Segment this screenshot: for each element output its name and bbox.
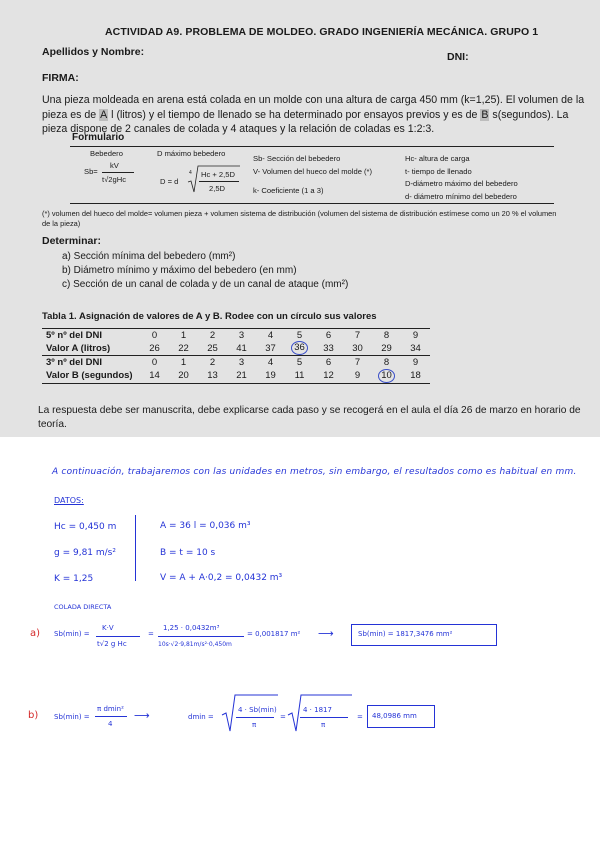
- part-a-frac2-num: 1,25 · 0,0432m³: [163, 624, 220, 632]
- determinar-title: Determinar:: [42, 235, 101, 247]
- table-row: Valor A (litros) 26 22 25 41 37 36 33 30 29 34: [42, 341, 430, 356]
- part-a-result: = 0,001817 m²: [247, 630, 301, 638]
- arrow-icon: ⟶: [318, 627, 334, 640]
- datos-heading: DATOS:: [54, 496, 84, 505]
- part-b-answer: 48,0986 mm: [372, 712, 417, 720]
- page-title: ACTIVIDAD A9. PROBLEMA DE MOLDEO. GRADO INGENIERÍA MECÁNICA. GRUPO 1: [105, 26, 539, 38]
- part-b-dmin: dmin =: [188, 713, 214, 721]
- datos-b: B = t = 10 s: [160, 548, 216, 558]
- part-b-frac-num: π dmin²: [97, 705, 124, 713]
- datos-k: K = 1,25: [54, 574, 94, 584]
- part-a-lhs: Sb(min) =: [54, 630, 90, 638]
- datos-v: V = A + A·0,2 = 0,0432 m³: [160, 573, 283, 583]
- sb-formula-den: t√2gHc: [102, 175, 127, 184]
- sb-formula-lhs: Sb=: [84, 167, 98, 176]
- datos-a: A = 36 l = 0,036 m³: [160, 521, 251, 531]
- part-a-frac1-num: K·V: [102, 624, 114, 632]
- table-row: 5º nº del DNI 0 1 2 3 4 5 6 7 8 9: [42, 329, 430, 342]
- sb-formula-num: kV: [110, 161, 119, 170]
- formulario-title: Formulario: [72, 132, 125, 143]
- colada-heading: COLADA DIRECTA: [54, 603, 112, 611]
- d-formula-num: Hc + 2,5D: [201, 170, 235, 179]
- determinar-list: [62, 250, 348, 292]
- dni-label: DNI:: [447, 51, 469, 63]
- value-a-marker: A: [100, 108, 108, 121]
- table-row: 3º nº del DNI 0 1 2 3 4 5 6 7 8 9: [46, 356, 419, 368]
- list-item: b) Diámetro mínimo y máximo del bebedero (en mm): [62, 265, 297, 276]
- datos-hc: Hc = 0,450 m: [54, 522, 117, 532]
- list-item: c) Sección de un canal de colada y de un canal de ataque (mm²): [62, 279, 349, 290]
- part-b-label: b): [28, 710, 39, 721]
- definitions-middle: Sb- Sección del bebedero V- Volumen del hueco del molde (*) k- Coeficiente (1 a 3): [253, 154, 373, 195]
- name-label: Apellidos y Nombre:: [42, 46, 145, 58]
- d-formula-den: 2,5D: [209, 184, 226, 193]
- d-formula-root-index: 4: [189, 170, 192, 176]
- solution-intro: A continuación, trabajaremos con las unidades en metros, sin embargo, el resultados como es habitual en mm.: [52, 467, 577, 477]
- list-item: a) Sección mínima del bebedero (mm²): [62, 251, 236, 262]
- value-b-marker: B: [481, 108, 489, 121]
- table-title: Tabla 1. Asignación de valores de A y B. Rodee con un círculo sus valores: [42, 311, 377, 322]
- assignment-table: [42, 328, 430, 384]
- datos-g: g = 9,81 m/s²: [54, 548, 116, 558]
- formulario-note: (*) volumen del hueco del molde= volumen pieza + volumen sistema de distribución (volumen del sistema de distribución estímese como un 20 % el volumen de la pieza): [42, 209, 557, 228]
- selected-b-circle: 10: [378, 369, 395, 383]
- part-b-lhs: Sb(min) =: [54, 713, 90, 721]
- part-b-frac-den: 4: [108, 720, 113, 728]
- dmax-heading: D máximo bebedero: [157, 149, 226, 158]
- bebedero-heading: Bebedero: [90, 149, 123, 158]
- selected-a-circle: 36: [291, 341, 308, 355]
- part-a-label: a): [30, 628, 41, 639]
- part-b-root2-num: 4 · 1817: [303, 706, 332, 714]
- part-a-frac1-den: t√2 g Hc: [97, 640, 127, 648]
- arrow-icon: ⟶: [134, 709, 150, 722]
- formulario-rule-bottom: [70, 203, 554, 204]
- footer-instructions: La respuesta debe ser manuscrita, debe explicarse cada paso y se recogerá en el aula el día 26 de marzo en horario de teoría.: [38, 405, 581, 430]
- d-formula-lhs: D = d: [160, 177, 179, 186]
- part-b-root2-den: π: [321, 721, 326, 729]
- datos-divider: [135, 515, 136, 581]
- part-a-answer: Sb(min) = 1817,3476 mm²: [358, 630, 453, 638]
- formulario-rule-top: [70, 146, 554, 147]
- part-a-frac2-den: 10s·√2·9,81m/s²·0,450m: [158, 641, 232, 648]
- definitions-right: Hc- altura de carga t- tiempo de llenado D-diámetro máximo del bebedero d- diámetro mínimo del bebedero: [405, 154, 518, 201]
- part-b-root1-num: 4 · Sb(min): [238, 706, 277, 714]
- table-row: Valor B (segundos) 14 20 13 21 19 11 12 9 10 18: [42, 369, 430, 384]
- part-b-root1-den: π: [252, 721, 257, 729]
- problem-statement: Una pieza moldeada en arena está colada en un molde con una altura de carga 450 mm (k=1,25). El volumen de la pieza es de A l (litros) y el tiempo de llenado se ha determinado por ensayos previos y es de B s(segundos). La pieza dispone de 2 canales de colada y 4 ataques y la relación de coladas es 1:2:3.: [42, 94, 585, 135]
- firma-label: FIRMA:: [42, 72, 79, 84]
